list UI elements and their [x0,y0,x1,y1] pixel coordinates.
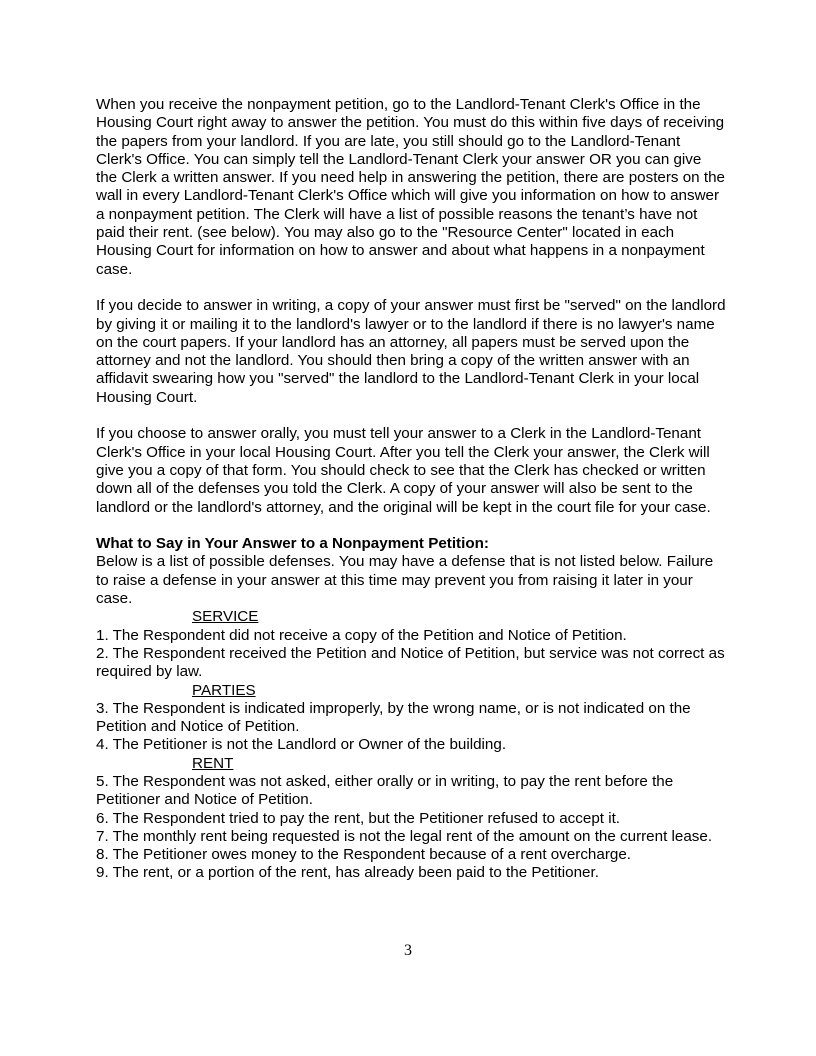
defenses-heading: What to Say in Your Answer to a Nonpayment Petition: [96,535,489,553]
defenses-intro: Below is a list of possible defenses. You may have a defense that is not listed below. Failure to raise a defense in your answer at this time may prevent you from raising it later in your case. [96,553,714,608]
defense-item: 4. The Petitioner is not the Landlord or Owner of the building. [96,736,507,754]
paragraph-spacer [96,407,726,425]
rent-subheading: RENT [192,754,234,772]
parties-subheading: PARTIES [192,681,256,699]
defense-item: 1. The Respondent did not receive a copy of the Petition and Notice of Petition. [96,626,627,644]
defense-item: 3. The Respondent is indicated improperly, by the wrong name, or is not indicated on the Petition and Notice of Petition. [96,699,691,736]
defense-item: 5. The Respondent was not asked, either orally or in writing, to pay the rent before the Petitioner and Notice of Petition. [96,772,674,809]
defense-item: 9. The rent, or a portion of the rent, has already been paid to the Petitioner. [96,864,599,882]
written-answer-paragraph: If you decide to answer in writing, a copy of your answer must first be "served" on the landlord by giving it or mailing it to the landlord's lawyer or to the landlord if there is no lawyer's name on the court papers. If your landlord has an attorney, all papers must be served upon the attorney and not the landlord. You should then bring a copy of the written answer with an affidavit swearing how you "served" the landlord to the Landlord-Tenant Clerk in your local Housing Court. [96,297,726,406]
defense-item: 7. The monthly rent being requested is not the legal rent of the amount on the current lease. [96,827,713,845]
oral-answer-paragraph: If you choose to answer orally, you must tell your answer to a Clerk in the Landlord-Tenant Clerk's Office in your local Housing Court. After you tell the Clerk your answer, the Clerk will give you a copy of that form. You should check to see that the Clerk has checked or written down all of the defenses you told the Clerk. A copy of your answer will also be sent to the landlord or the landlord's attorney, and the original will be kept in the court file for your case. [96,425,711,516]
intro-paragraph: When you receive the nonpayment petition, go to the Landlord-Tenant Clerk's Office in the Housing Court right away to answer the petition. You must do this within five days of receiving the papers from your landlord. If you are late, you still should go to the Landlord-Tenant Clerk's Office. You can simply tell the Landlord-Tenant Clerk your answer OR you can give the Clerk a written answer. If you need help in answering the petition, there are posters on the wall in every Landlord-Tenant Clerk's Office which will give you information on how to answer a nonpayment petition. The Clerk will have a list of possible reasons the tenant’s have not paid their rent. (see below). You may also go to the "Resource Center" located in each Housing Court for information on how to answer and about what happens in a nonpayment case. [96,96,725,278]
defense-item: 2. The Respondent received the Petition and Notice of Petition, but service was not correct as required by law. [96,644,725,681]
document-page [96,96,726,883]
defense-item: 8. The Petitioner owes money to the Respondent because of a rent overcharge. [96,846,631,864]
paragraph-spacer [96,279,726,297]
page-number: 3 [404,942,412,959]
service-subheading: SERVICE [192,608,259,626]
defense-item: 6. The Respondent tried to pay the rent, but the Petitioner refused to accept it. [96,809,621,827]
paragraph-spacer [96,517,726,535]
